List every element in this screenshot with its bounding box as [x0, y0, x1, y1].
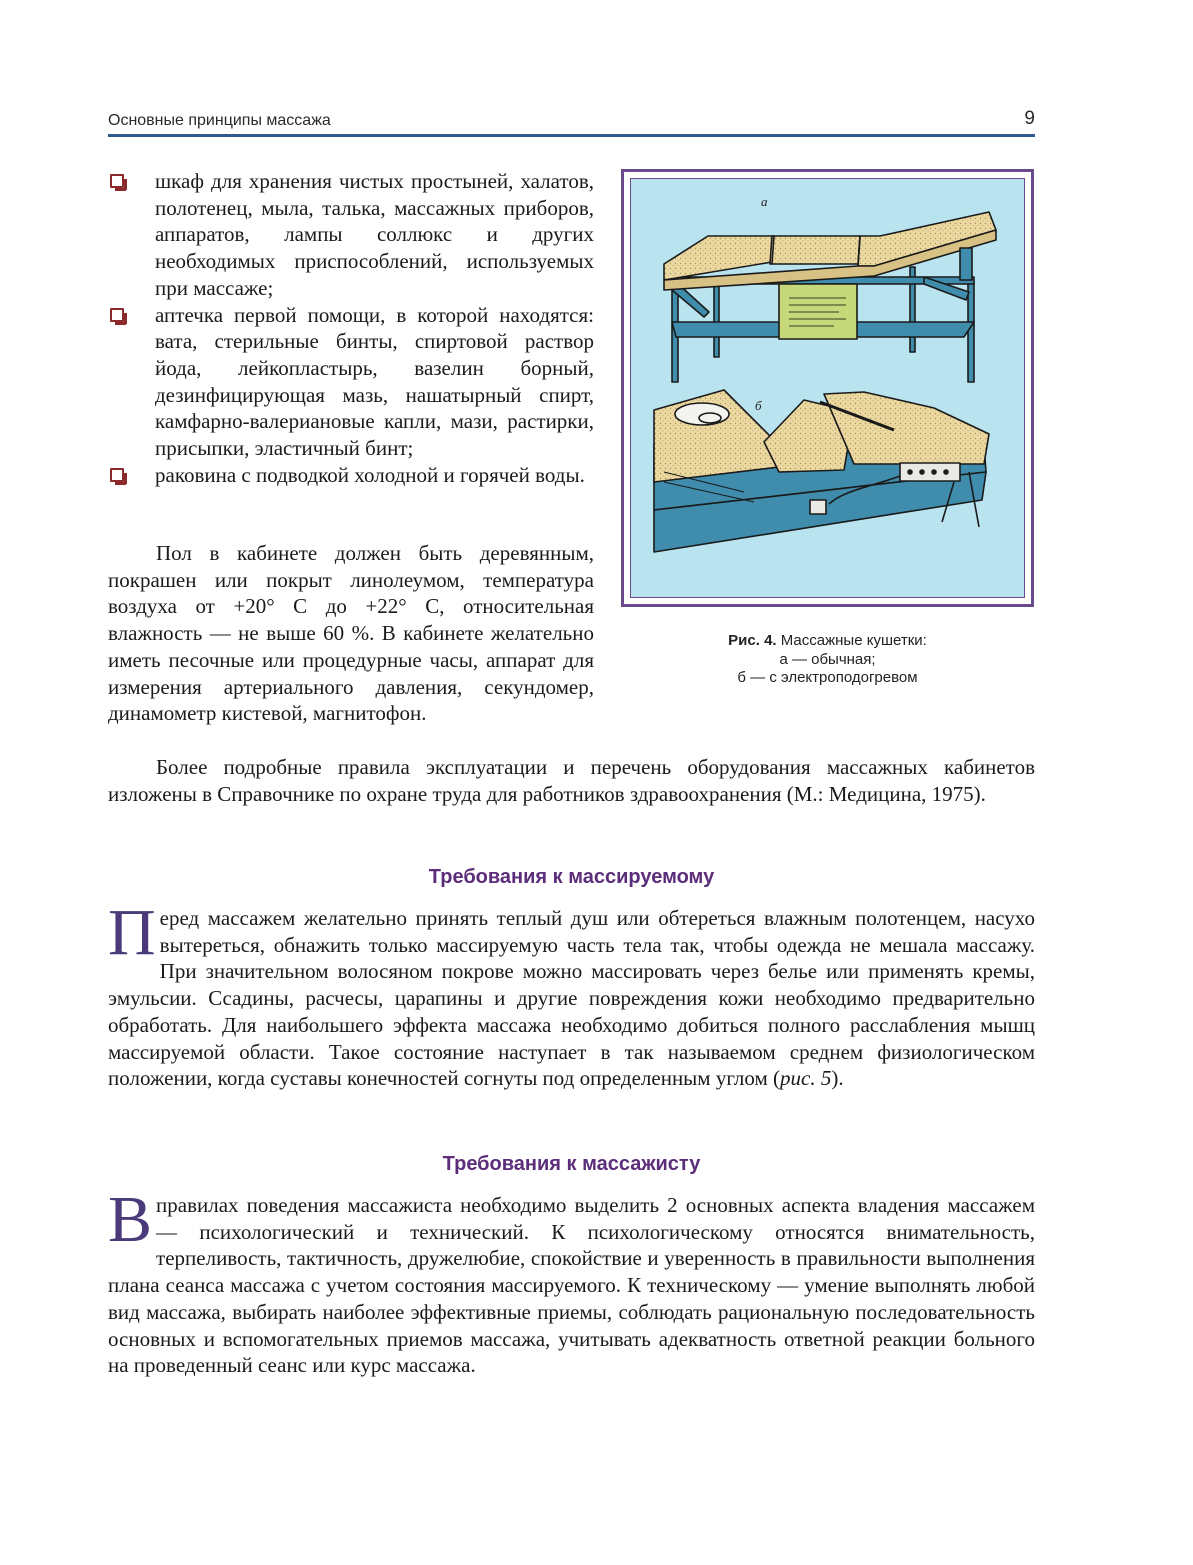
list-item-text: шкаф для хранения чистых простыней, халатов, полотенец, мыла, талька, массажных приборов, аппаратов, лампы соллюкс и других необходимых приспособлений, используемых при массаже;: [155, 169, 594, 300]
section-heading-patient: Требования к массируемому: [428, 866, 715, 888]
list-item: [108, 302, 594, 462]
list-item: [108, 168, 594, 302]
table-a-regular: [664, 212, 996, 382]
checkbox-bullet-icon: [110, 174, 124, 188]
figure-label-a: а: [761, 194, 768, 209]
more-info-paragraph: Более подробные правила эксплуатации и перечень оборудования массажных кабинетов изложены в Справочнике по охране труда для работников здравоохранения (М.: Медицина, 1975).: [108, 755, 1035, 806]
figure-caption: [621, 632, 1034, 688]
list-item: [108, 462, 594, 489]
paragraph-text-end: ).: [831, 1066, 844, 1091]
figure-label-b: б: [755, 398, 762, 413]
figure-massage-tables: [621, 169, 1034, 607]
running-head-title: Основные принципы массажа: [108, 112, 331, 129]
paragraph-text: правилах поведения массажиста необходимо выделить 2 основных аспекта владения массажем — психологический и технический. К психологическому относятся внимательность, терпеливость, тактичность, дружелюбие, спокойствие и уверенность в правильности выполнения плана сеанса массажа с учетом состояния массируемого. К техническому — умение выполнять любой вид массажа, выбирать наиболее эффективные приемы, соблюдать рациональную последовательность основных и вспомогательных приемов массажа, учитывать адекватность ответной реакции больного на проведенный сеанс или курс массажа.: [108, 1193, 1035, 1378]
header-rule: [108, 134, 1035, 137]
checkbox-bullet-icon: [110, 308, 124, 322]
drop-cap: П: [108, 896, 156, 969]
list-item-text: раковина с подводкой холодной и горячей воды.: [155, 462, 585, 487]
checkbox-bullet-icon: [110, 468, 124, 482]
caption-title: Массажные кушетки:: [780, 632, 927, 649]
caption-line-a: а — обычная;: [779, 650, 876, 668]
massage-tables-illustration: [624, 172, 1031, 604]
floor-paragraph: Пол в кабинете должен быть деревянным, покрашен или покрыт линолеумом, температура воздуха от +20° С до +22° С, относительная влажность — не выше 60 %. В кабинете желательно иметь песочные или процедурные часы, аппарат для измерения артериального давления, секундомер, динамометр кистевой, магнитофон.: [108, 541, 594, 726]
paragraph-text: еред массажем желательно принять теплый душ или обтереться влажным полотенцем, насухо вытереться, обнажить только массируемую часть тела так, чтобы одежда не мешала массажу. При значительном волосяном покрове можно массировать через белье или применять кремы, эмульсии. Ссадины, расчесы, царапины и другие повреждения кожи необходимо предварительно обработать. Для наибольшего эффекта массажа необходимо добиться полного расслабления мышц массируемой области. Такое состояние наступает в так называемом среднем физиологическом положении, когда суставы конечностей согнуты под определенным углом (: [108, 906, 1035, 1091]
therapist-requirements-paragraph: [108, 1183, 1035, 1379]
running-head: [108, 110, 1035, 134]
figure-reference: рис. 5: [780, 1066, 832, 1091]
page-number: 9: [1024, 108, 1035, 129]
equipment-list: [108, 168, 594, 488]
section-heading-therapist: Требования к массажисту: [442, 1153, 701, 1175]
table-b-heated: [654, 390, 989, 552]
caption-number: Рис. 4.: [728, 632, 777, 649]
drop-cap: В: [108, 1183, 153, 1256]
patient-requirements-paragraph: [108, 896, 1035, 1092]
caption-line-b: б — с электроподогревом: [737, 669, 918, 686]
list-item-text: аптечка первой помощи, в которой находятся: вата, стерильные бинты, спиртовой раствор йода, лейкопластырь, вазелин борный, дезинфицирующая мазь, нашатырный спирт, камфарно-валериановые капли, мази, растирки, присыпки, эластичный бинт;: [155, 302, 594, 461]
